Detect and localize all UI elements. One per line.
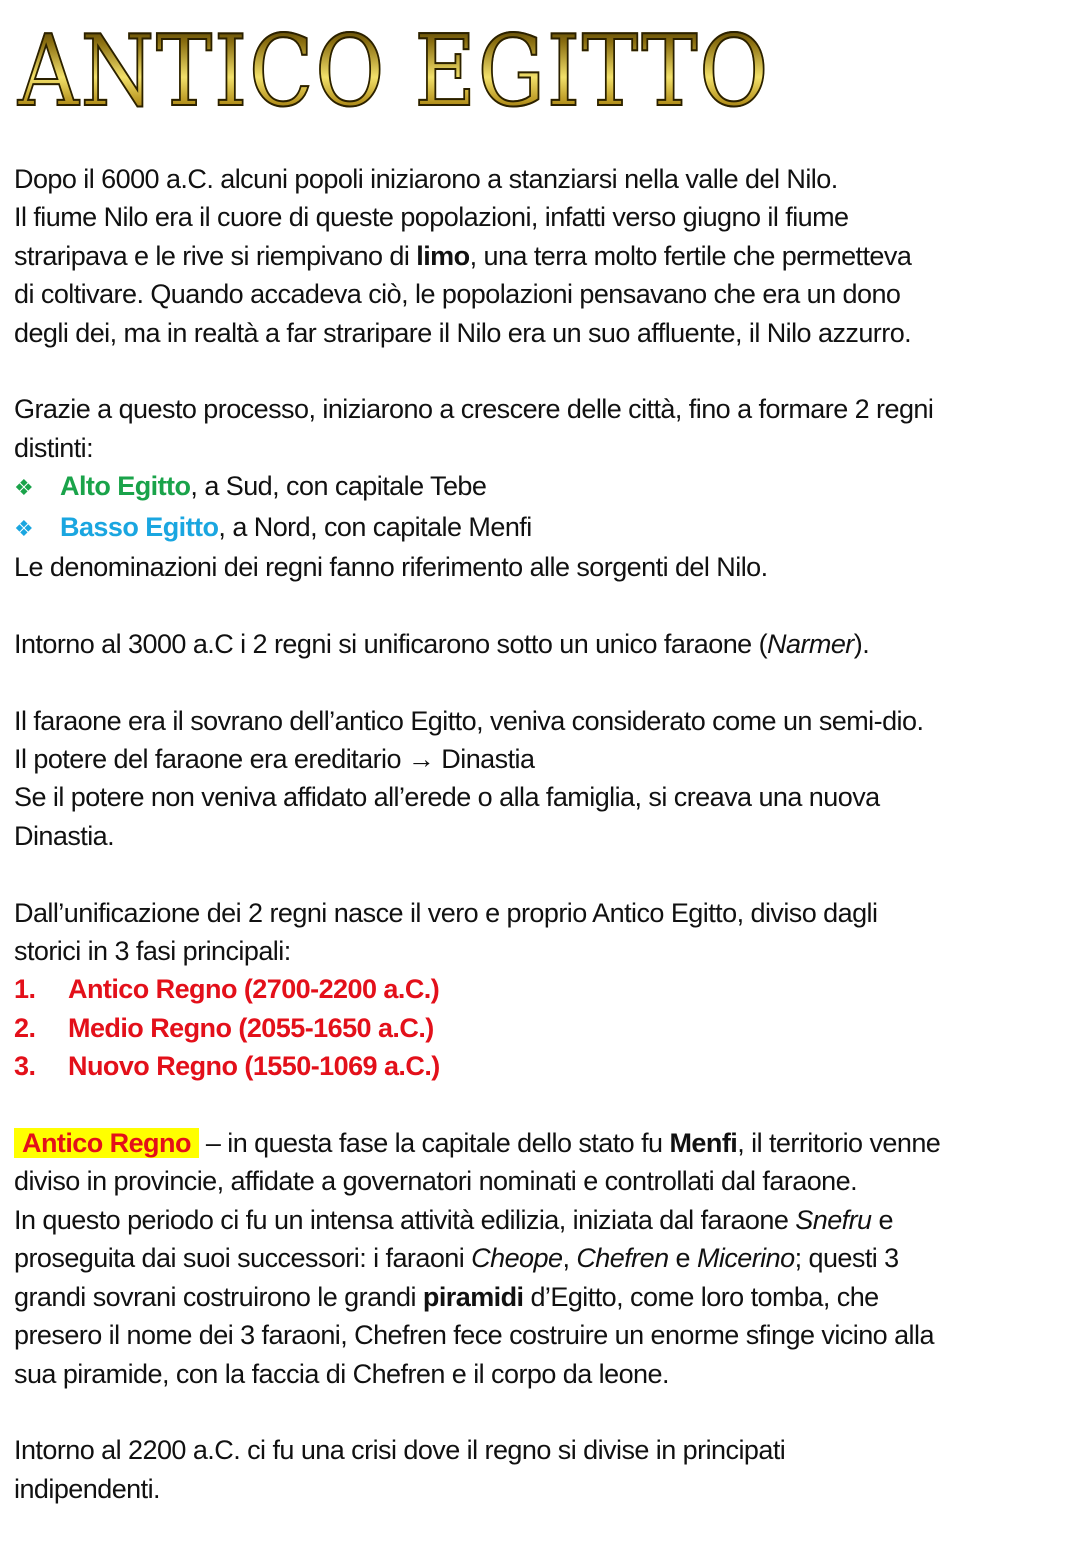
text: proseguita dai suoi successori: i faraoni [14, 1243, 472, 1274]
text-line: distinti: [14, 432, 94, 463]
text-line: Dall’unificazione dei 2 regni nasce il vero e proprio Antico Egitto, diviso dagli [14, 897, 878, 928]
text-line [14, 1201, 1074, 1239]
text: – in questa fase la capitale dello stato fu [198, 1128, 670, 1159]
phases-paragraph [14, 894, 1074, 1086]
arrow-right-icon: → [407, 744, 435, 775]
list-number: 1. [14, 974, 36, 1005]
pharaoh-name: Chefren [576, 1243, 669, 1274]
phase-item [14, 970, 1074, 1008]
text-line [14, 1278, 1074, 1316]
term-menfi: Menfi [669, 1128, 738, 1159]
diamond-bullet-icon: ❖ [14, 475, 34, 501]
highlighted-heading: Antico Regno [14, 1128, 199, 1158]
pharaoh-name: Narmer [767, 628, 854, 659]
spacer [14, 586, 1074, 624]
text: Il potere del faraone era ereditario [14, 744, 408, 775]
phase-label: Nuovo Regno (1550-1069 a.C.) [68, 1051, 440, 1082]
phase-label: Antico Regno (2700-2200 a.C.) [68, 974, 440, 1005]
text: e [871, 1204, 893, 1235]
list-number: 2. [14, 1012, 36, 1043]
term-limo: limo [416, 240, 470, 271]
text-line: Intorno al 2200 a.C. ci fu una crisi dove il regno si divise in principati [14, 1435, 786, 1466]
text: , a Sud, con capitale Tebe [190, 471, 487, 502]
text: e [668, 1243, 697, 1274]
text-line: Dopo il 6000 a.C. alcuni popoli iniziarono a stanziarsi nella valle del Nilo. [14, 164, 838, 194]
text-line: di coltivare. Quando accadeva ciò, le popolazioni pensavano che era un dono [14, 279, 901, 310]
unification-line [14, 625, 1074, 663]
intro-paragraph [14, 160, 1074, 352]
text: , [562, 1243, 577, 1274]
kingdom-name: Alto Egitto [60, 471, 191, 502]
pharaoh-name: Snefru [795, 1204, 872, 1235]
text-line: storici in 3 fasi principali: [14, 936, 291, 967]
text-line: Dinastia. [14, 820, 115, 851]
document-body [14, 160, 1074, 1508]
text-line [14, 1124, 1074, 1162]
spacer [14, 1393, 1074, 1431]
antico-regno-paragraph [14, 1124, 1074, 1393]
text: grandi sovrani costruirono le grandi [14, 1281, 423, 1312]
pharaoh-name: Cheope [471, 1243, 563, 1274]
text-line: Se il potere non veniva affidato all’erede o alla famiglia, si creava una nuova [14, 782, 880, 813]
text: In questo periodo ci fu un intensa attività edilizia, iniziata dal faraone [14, 1204, 796, 1235]
text: straripava e le rive si riempivano di [14, 240, 417, 271]
text: ). [853, 628, 870, 659]
diamond-bullet-icon: ❖ [14, 515, 34, 541]
phase-label: Medio Regno (2055-1650 a.C.) [68, 1012, 434, 1043]
spacer [14, 352, 1074, 390]
text-line [14, 237, 1074, 275]
text: Intorno al 3000 a.C i 2 regni si unificarono sotto un unico faraone ( [14, 628, 768, 659]
text-line: diviso in provincie, affidate a governatori nominati e controllati dal faraone. [14, 1166, 858, 1197]
text-line: Le denominazioni dei regni fanno riferimento alle sorgenti del Nilo. [14, 552, 768, 583]
text: Dinastia [434, 744, 535, 775]
phase-item [14, 1009, 1074, 1047]
text-line: Il faraone era il sovrano dell’antico Egitto, veniva considerato come un semi-dio. [14, 705, 924, 736]
text-line: Grazie a questo processo, iniziarono a crescere delle città, fino a formare 2 regni [14, 394, 934, 425]
spacer [14, 855, 1074, 893]
page-title: ANTICO EGITTO [18, 15, 771, 129]
text: ; questi 3 [794, 1243, 899, 1274]
text-line: presero il nome dei 3 faraoni, Chefren fece costruire un enorme sfinge vicino alla [14, 1320, 934, 1351]
list-item [14, 467, 1074, 507]
text: d’Egitto, come loro tomba, che [523, 1281, 879, 1312]
kingdom-name: Basso Egitto [60, 511, 219, 542]
text-line: sua piramide, con la faccia di Chefren e il corpo da leone. [14, 1358, 669, 1389]
text-line: Il fiume Nilo era il cuore di queste popolazioni, infatti verso giugno il fiume [14, 202, 849, 233]
text: , una terra molto fertile che permetteva [469, 240, 912, 271]
crisis-paragraph [14, 1431, 1074, 1508]
phase-item [14, 1047, 1074, 1085]
text: , a Nord, con capitale Menfi [218, 511, 532, 542]
term-piramidi: piramidi [422, 1281, 524, 1312]
pharaoh-name: Micerino [696, 1243, 795, 1274]
pharaoh-paragraph [14, 702, 1074, 856]
kingdoms-paragraph [14, 390, 1074, 586]
list-number: 3. [14, 1051, 36, 1082]
text-line: indipendenti. [14, 1473, 160, 1504]
spacer [14, 663, 1074, 701]
text-line: degli dei, ma in realtà a far straripare il Nilo era un suo affluente, il Nilo azzurro. [14, 317, 912, 348]
spacer [14, 1086, 1074, 1124]
text-line [14, 1239, 1074, 1277]
text: , il territorio venne [737, 1128, 941, 1159]
list-item [14, 508, 1074, 548]
text-line [14, 740, 1074, 778]
